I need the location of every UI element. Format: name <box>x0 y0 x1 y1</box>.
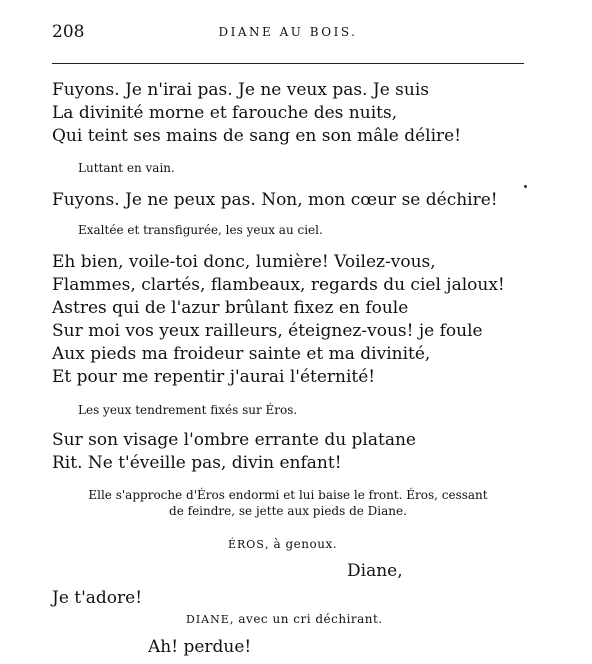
verse-line: Fuyons. Je ne peux pas. Non, mon cœur se déchire! <box>52 190 498 210</box>
speaker-name: ÉROS <box>228 538 265 551</box>
stage-direction-4 <box>52 487 524 519</box>
page-header <box>52 22 524 46</box>
verse-line: Qui teint ses mains de sang en son mâle délire! <box>52 126 462 146</box>
speaker-diane <box>186 612 383 626</box>
speaker-eros <box>228 537 337 551</box>
verse-line: Fuyons. Je n'irai pas. Je ne veux pas. Je suis <box>52 80 430 100</box>
verse-line: Eh bien, voile-toi donc, lumière! Voilez-vous, <box>52 252 436 272</box>
verse-line: Et pour me repentir j'aurai l'éternité! <box>52 367 376 387</box>
verse-line: Sur moi vos yeux railleurs, éteignez-vous! je foule <box>52 321 483 341</box>
stage-direction-2: Exaltée et transfigurée, les yeux au ciel. <box>78 223 323 237</box>
verse-line: Aux pieds ma froideur sainte et ma divinité, <box>52 344 431 364</box>
stage-direction-3: Les yeux tendrement fixés sur Éros. <box>78 403 298 417</box>
speaker-name: DIANE <box>186 613 230 626</box>
verse-line: La divinité morne et farouche des nuits, <box>52 103 398 123</box>
verse-line-final: Ah! perdue! <box>148 637 252 657</box>
verse-stanza-4 <box>52 429 416 475</box>
split-verse-end: Diane, <box>347 561 403 581</box>
stage-direction-line: Elle s'approche d'Éros endormi et lui baise le front. Éros, cessant <box>88 488 488 502</box>
verse-stanza-3 <box>52 251 505 389</box>
ink-speck <box>524 185 527 188</box>
verse-line: Sur son visage l'ombre errante du platane <box>52 430 416 450</box>
split-verse-start: Je t'adore! <box>52 588 143 608</box>
verse-stanza-1 <box>52 79 461 148</box>
verse-line: Rit. Ne t'éveille pas, divin enfant! <box>52 453 342 473</box>
verse-stanza-2 <box>52 189 498 212</box>
stage-direction-line: de feindre, se jette aux pieds de Diane. <box>169 504 407 518</box>
verse-line: Flammes, clartés, flambeaux, regards du ciel jaloux! <box>52 275 505 295</box>
running-title: DIANE AU BOIS. <box>218 25 358 39</box>
speaker-direction: , avec un cri déchirant. <box>229 612 383 626</box>
page-number: 208 <box>52 22 85 42</box>
header-rule <box>52 63 524 64</box>
stage-direction-1: Luttant en vain. <box>78 161 175 175</box>
speaker-direction: , à genoux. <box>264 537 338 551</box>
verse-line: Astres qui de l'azur brûlant fixez en foule <box>52 298 409 318</box>
